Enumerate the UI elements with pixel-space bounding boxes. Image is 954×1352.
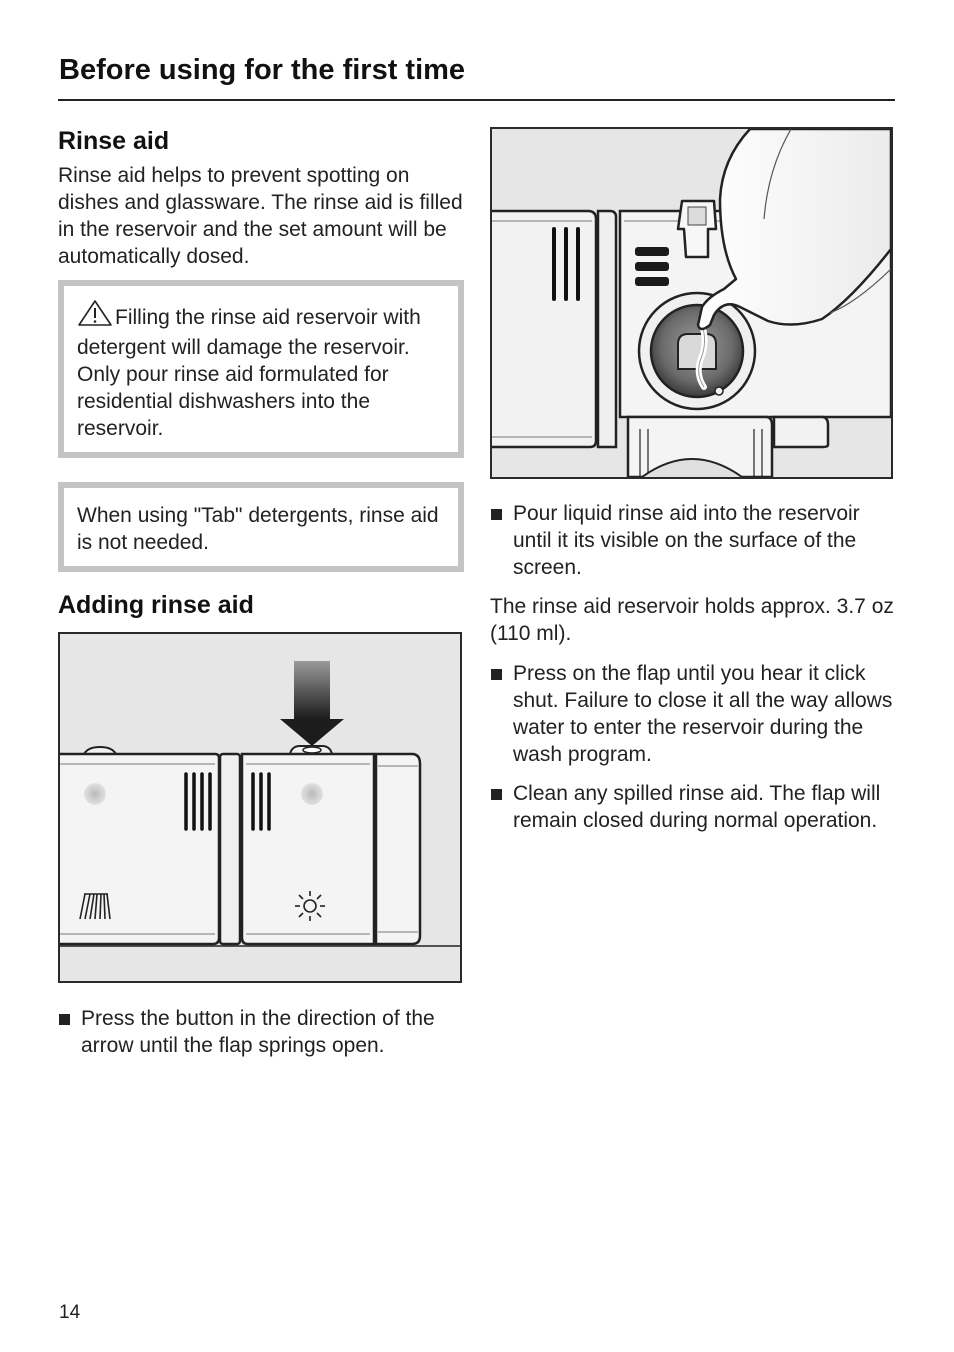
adding-rinse-aid-heading: Adding rinse aid <box>58 591 254 619</box>
step-text: Press on the flap until you hear it click shut. Failure to close it all the way allows water to enter the reservoir during the wash program. <box>513 662 893 766</box>
step-text: Press the button in the direction of the arrow until the flap springs open. <box>81 1007 435 1057</box>
tab-note-box <box>58 482 464 572</box>
close-flap-steps <box>490 660 895 834</box>
rinse-aid-intro: Rinse aid helps to prevent spotting on dishes and glassware. The rinse aid is filled in the reservoir and the set amount will be automatically dosed. <box>58 164 463 268</box>
square-bullet-icon <box>491 789 502 800</box>
page-title: Before using for the first time <box>59 54 466 86</box>
square-bullet-icon <box>59 1014 70 1025</box>
step-text: Clean any spilled rinse aid. The flap will remain closed during normal operation. <box>513 782 881 832</box>
right-column <box>490 127 895 834</box>
press-button-steps <box>58 1005 464 1059</box>
warning-triangle-icon <box>77 299 113 334</box>
pouring-illustration <box>490 127 893 479</box>
warning-box <box>58 280 464 458</box>
list-item <box>490 500 895 581</box>
capacity-note: The rinse aid reservoir holds approx. 3.7 oz (110 ml). <box>490 595 894 645</box>
square-bullet-icon <box>491 509 502 520</box>
list-item <box>490 780 895 834</box>
warning-text: Filling the rinse aid reservoir with detergent will damage the reservoir. Only pour rinse aid formulated for residential dishwashers into the reservoir. <box>77 306 421 440</box>
page-number: 14 <box>59 1302 81 1323</box>
warning-paragraph <box>77 299 446 442</box>
tab-note-text: When using "Tab" detergents, rinse aid is not needed. <box>77 504 439 554</box>
list-item <box>490 660 895 768</box>
dispenser-illustration <box>58 632 462 983</box>
list-item <box>58 1005 464 1059</box>
left-column <box>58 122 464 1059</box>
rinse-aid-heading: Rinse aid <box>58 127 170 155</box>
title-rule <box>58 99 895 101</box>
square-bullet-icon <box>491 669 502 680</box>
step-text: Pour liquid rinse aid into the reservoir until it its visible on the surface of the screen. <box>513 502 860 579</box>
pour-steps <box>490 500 895 581</box>
